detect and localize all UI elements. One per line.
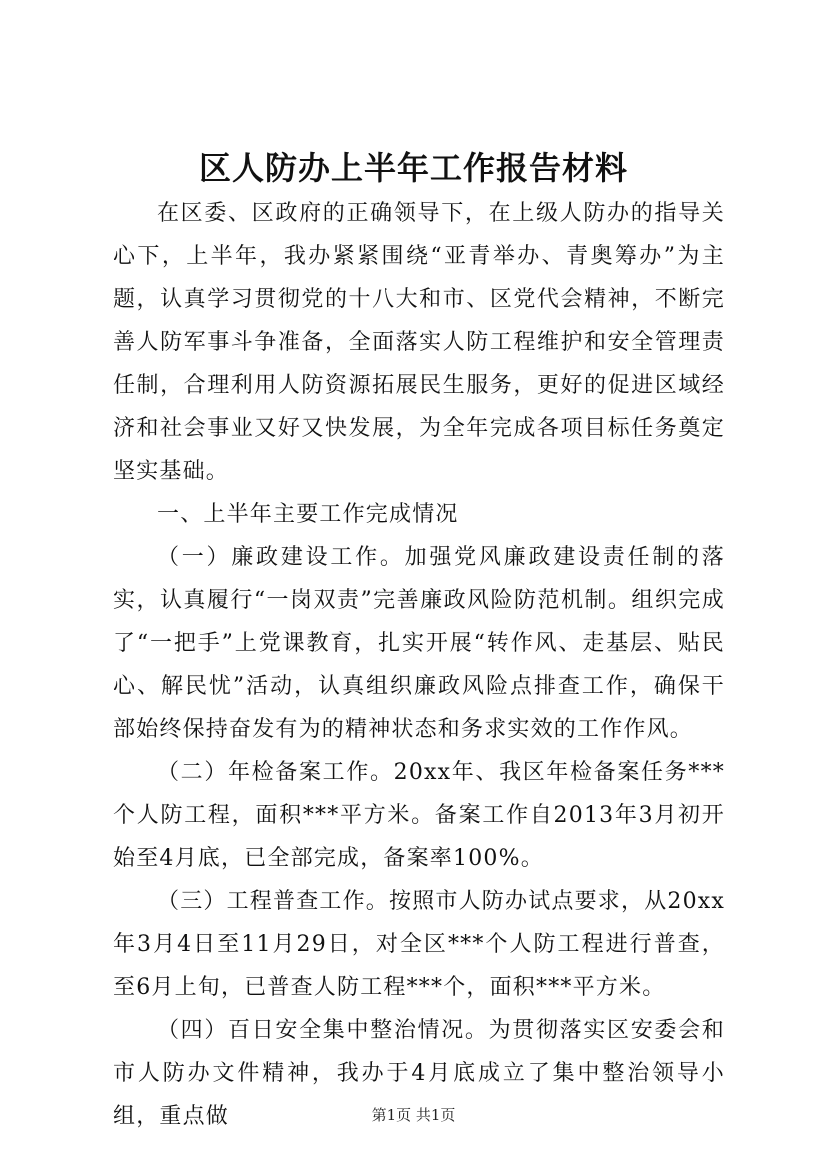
- document-title: 区人防办上半年工作报告材料: [198, 149, 628, 187]
- page-footer: 第1页 共1页: [371, 1106, 456, 1124]
- section-heading: 一、上半年主要工作完成情况: [157, 502, 459, 527]
- paragraph-survey: （三）工程普查工作。按照市人防办试点要求，从20xx年3月4日至11月29日，对全区***个人防工程进行普查，至6月上旬，已普查人防工程***个，面积***平方米。: [113, 889, 726, 1000]
- paragraph-safety-rectification: （四）百日安全集中整治情况。为贯彻落实区安委会和市人防办文件精神，我办于4月底成立了集中整治领导小组，重点做: [113, 1018, 725, 1129]
- paragraph-intro: 在区委、区政府的正确领导下，在上级人防办的指导关心下，上半年，我办紧紧围绕“亚青举办、青奥筹办”为主题，认真学习贯彻党的十八大和市、区党代会精神，不断完善人防军事斗争准备，全面落实人防工程维护和安全管理责任制，合理利用人防资源拓展民生服务，更好的促进区域经济和社会事业又好又快发展，为全年完成各项目标任务奠定坚实基础。: [113, 201, 725, 484]
- paragraph-annual-inspection: （二）年检备案工作。20xx年、我区年检备案任务***个人防工程，面积***平方米。备案工作自2013年3月初开始至4月底，已全部完成，备案率100%。: [113, 760, 725, 871]
- document-body: [113, 192, 725, 1138]
- paragraph-integrity: （一）廉政建设工作。加强党风廉政建设责任制的落实，认真履行“一岗双责”完善廉政风险防范机制。组织完成了“一把手”上党课教育，扎实开展“转作风、走基层、贴民心、解民忧”活动，认真组织廉政风险点排查工作，确保干部始终保持奋发有为的精神状态和务求实效的工作作风。: [113, 545, 725, 742]
